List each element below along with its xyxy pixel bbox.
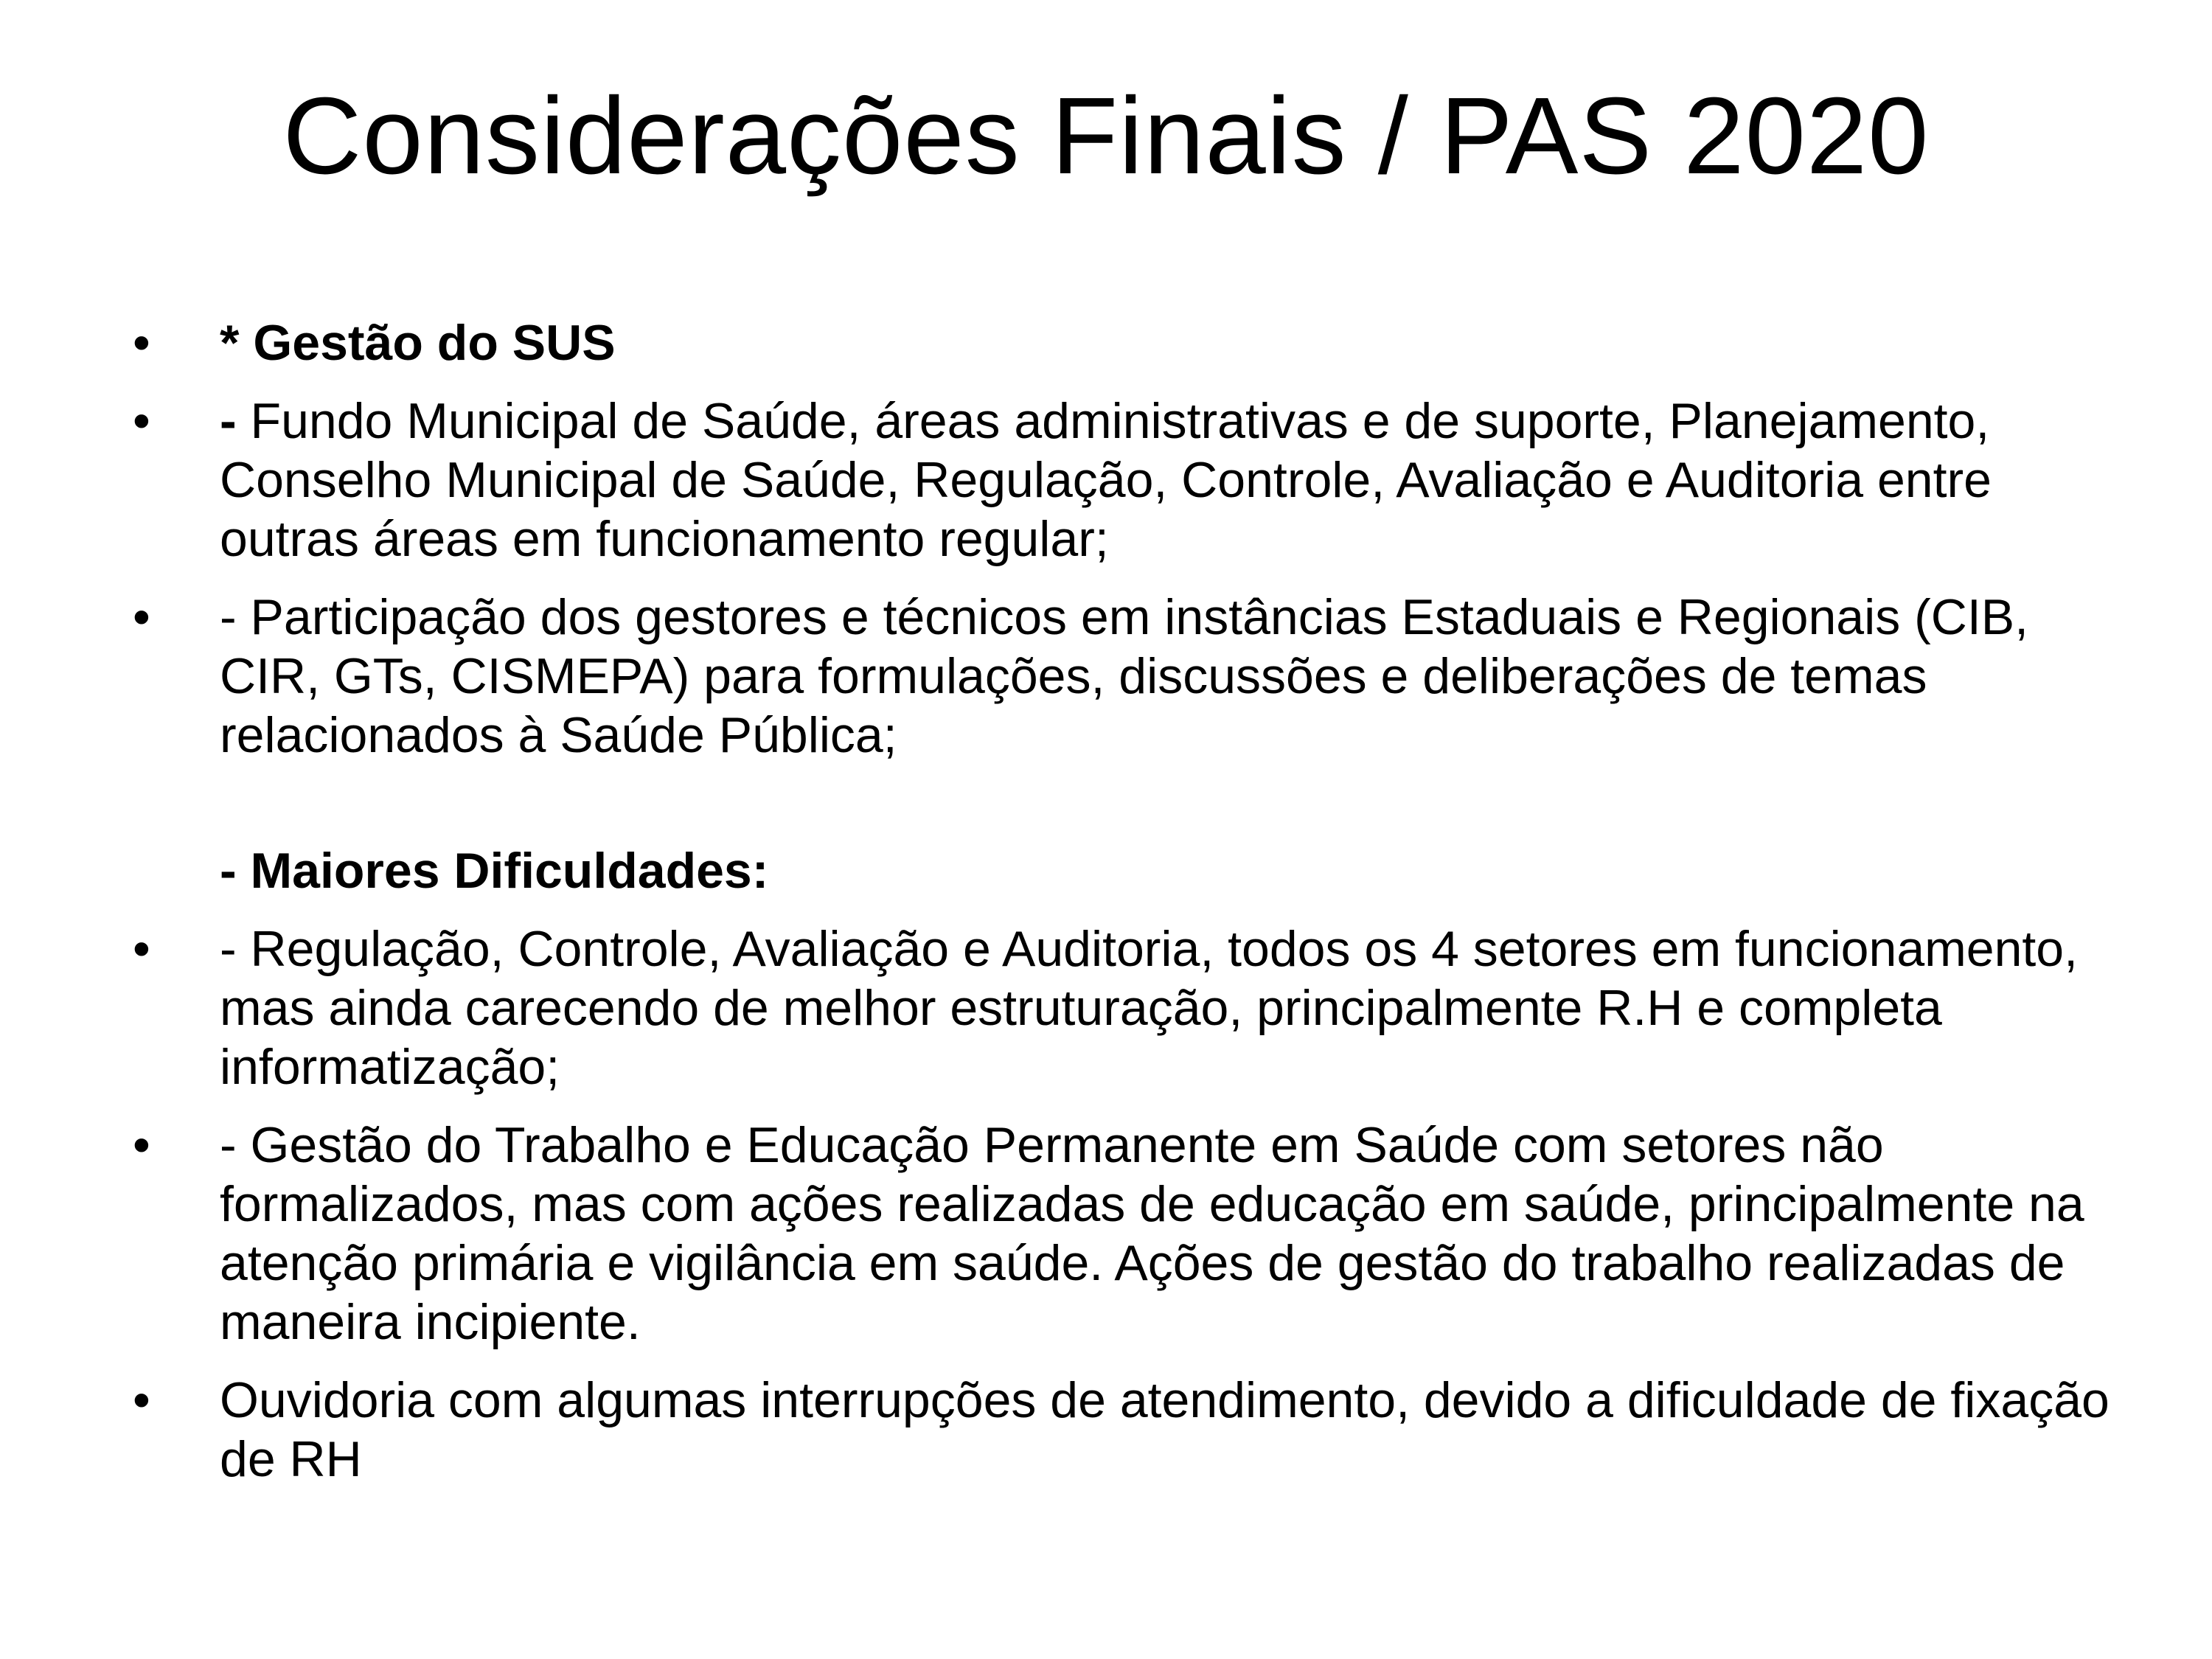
item-text: - Gestão do Trabalho e Educação Permanente em Saúde com setores não formalizados, mas com ações realizadas de educação em saúde, principalmente na atenção primária e vigilância em saúde. Ações de gestão do trabalho realizadas de maneira incipiente. — [220, 1117, 2084, 1350]
section-heading-gestao: * Gestão do SUS — [220, 315, 616, 371]
list-item — [133, 392, 2138, 568]
item-dash: - — [220, 393, 237, 449]
body-list — [133, 313, 2138, 1508]
bullet-icon: • — [133, 1372, 150, 1428]
bullet-icon: • — [133, 1117, 150, 1173]
list-item — [133, 1116, 2138, 1352]
bullet-icon: • — [133, 315, 150, 371]
list-item — [133, 919, 2138, 1096]
list-item — [133, 1371, 2138, 1489]
item-text: - Regulação, Controle, Avaliação e Auditoria, todos os 4 setores em funcionamento, mas ainda carecendo de melhor estruturação, principalmente R.H e completa informatização; — [220, 921, 2079, 1095]
item-text: - Participação dos gestores e técnicos em instâncias Estaduais e Regionais (CIB, CIR, GTs, CISMEPA) para formulações, discussões e deliberações de temas relacionados à Saúde Pública; — [220, 589, 2028, 763]
slide-title: Considerações Finais / PAS 2020 — [282, 75, 1930, 197]
bullet-icon: • — [133, 589, 150, 645]
item-text: Ouvidoria com algumas interrupções de atendimento, devido a dificuldade de fixação de RH — [220, 1372, 2110, 1487]
list-item — [133, 313, 2138, 372]
bullet-icon: • — [133, 393, 150, 449]
list-item — [133, 841, 2138, 900]
bullet-icon: • — [133, 921, 150, 977]
section-heading-dificuldades: - Maiores Dificuldades: — [220, 843, 769, 899]
item-text: Fundo Municipal de Saúde, áreas administrativas e de suporte, Planejamento, Conselho Municipal de Saúde, Regulação, Controle, Avaliação e Auditoria entre outras áreas em funcionamento regular; — [220, 393, 1992, 567]
list-item — [133, 588, 2138, 765]
